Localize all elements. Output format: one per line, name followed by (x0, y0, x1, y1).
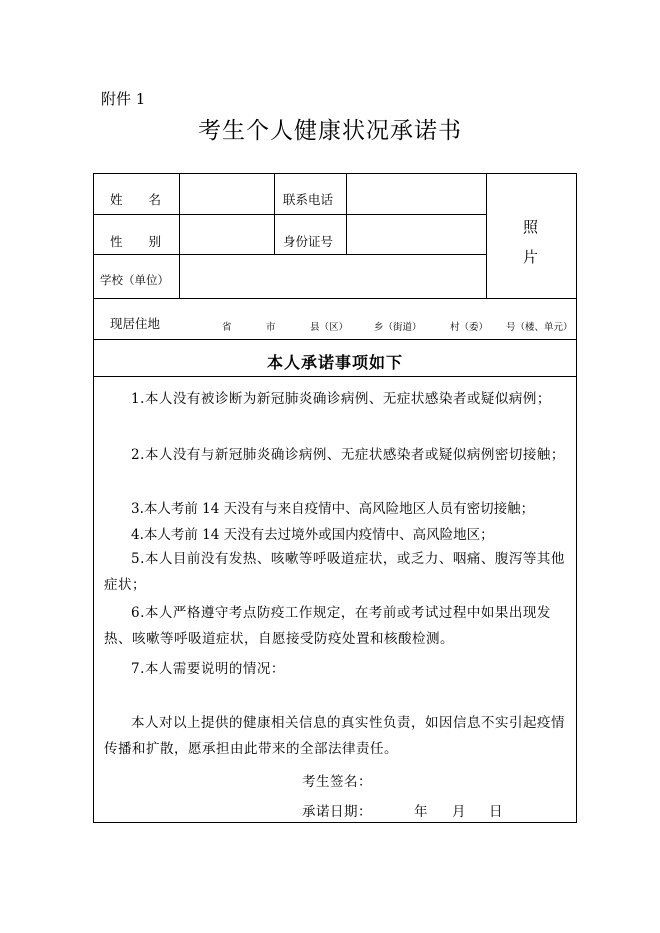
photo-char: 片 (523, 248, 539, 266)
date-label: 承诺日期： (302, 804, 372, 820)
promise-item: 7.本人需要说明的情况： (131, 661, 285, 677)
address-label: 现居住地 (110, 316, 161, 331)
declaration-text: 本人对以上提供的健康相关信息的真实性负责，如因信息不实引起疫情传播和扩散，愿承担由此带来的全部法律责任。 (104, 715, 565, 757)
address-number: 号（楼、单元） (506, 322, 573, 333)
photo-char: 照 (523, 218, 539, 236)
commitment-form (93, 173, 577, 823)
row-divider (94, 339, 576, 340)
promise-item: 6.本人严格遵守考点防疫工作规定，在考前或考试过程中如果出现发热、咳嗽等呼吸道症状，自愿接受防疫处置和核酸检测。 (104, 605, 551, 647)
col-divider (274, 174, 275, 254)
promise-heading: 本人承诺事项如下 (266, 353, 403, 372)
address-county: 县（区） (310, 322, 349, 333)
row-divider (94, 376, 576, 377)
date-month: 月 (452, 804, 466, 820)
date-year: 年 (414, 804, 428, 820)
address-township: 乡（街道） (374, 322, 422, 333)
school-field[interactable] (180, 255, 485, 297)
gender-field[interactable] (180, 215, 273, 253)
gender-label: 性 别 (110, 234, 161, 249)
date-day: 日 (489, 804, 503, 820)
address-province: 省 (222, 322, 232, 333)
id-number-label: 身份证号 (283, 234, 334, 249)
address-village: 村（委） (450, 322, 489, 333)
promise-item: 4.本人考前 14 天没有去过境外或国内疫情中、高风险地区； (131, 527, 494, 543)
attachment-label: 附件 1 (101, 90, 146, 108)
promise-item: 5.本人目前没有发热、咳嗽等呼吸道症状，或乏力、咽痛、腹泻等其他症状； (104, 551, 565, 593)
promise-item: 2.本人没有与新冠肺炎确诊病例、无症状感染者或疑似病例密切接触； (131, 447, 565, 463)
phone-field[interactable] (347, 175, 485, 213)
school-label: 学校（单位） (100, 273, 169, 287)
name-label: 姓 名 (110, 192, 161, 207)
address-city: 市 (266, 322, 276, 333)
page-title: 考生个人健康状况承诺书 (198, 118, 462, 144)
phone-label: 联系电话 (283, 192, 334, 207)
name-field[interactable] (180, 175, 273, 213)
promise-item: 1.本人没有被诊断为新冠肺炎确诊病例、无症状感染者或疑似病例； (131, 391, 551, 407)
signature-label: 考生签名： (302, 774, 372, 790)
signature-field[interactable] (374, 766, 524, 788)
id-number-field[interactable] (347, 215, 485, 253)
promise-item: 3.本人考前 14 天没有与来自疫情中、高风险地区人员有密切接触； (131, 501, 535, 517)
